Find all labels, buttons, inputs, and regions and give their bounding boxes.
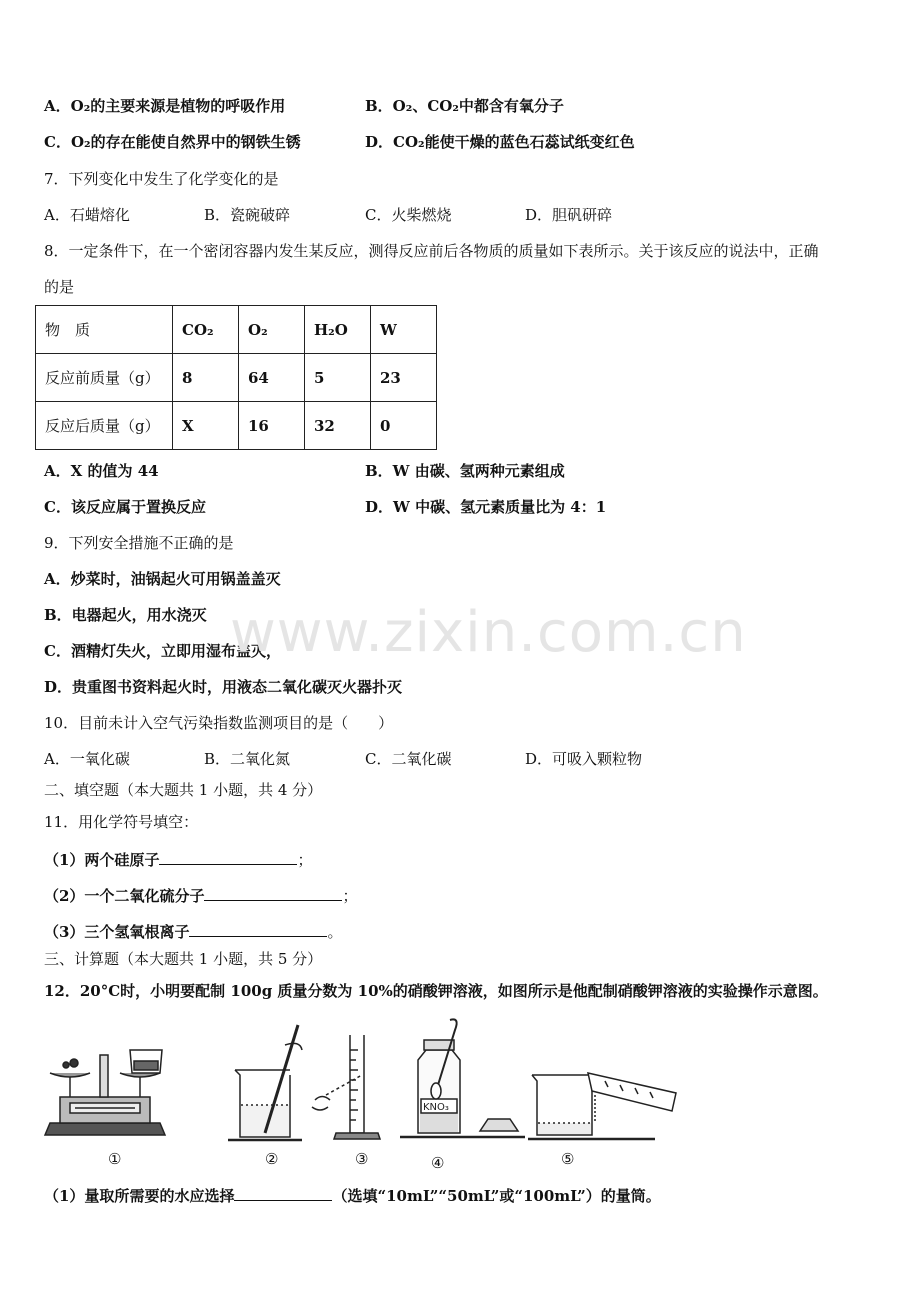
beaker-stirring-illustration bbox=[228, 1025, 330, 1140]
q9-option-a: A．炒菜时，油锅起火可用锅盖盖灭 bbox=[44, 570, 281, 588]
table-cell: 64 bbox=[239, 354, 305, 402]
table-cell: 反应前质量（g） bbox=[36, 354, 173, 402]
q8-option-d: D．W 中碳、氢元素质量比为 4：1 bbox=[365, 498, 607, 516]
table-cell: X bbox=[173, 402, 239, 450]
answer-blank[interactable] bbox=[204, 884, 342, 901]
q7-stem: 7．下列变化中发生了化学变化的是 bbox=[44, 170, 279, 188]
table-header-cell: H₂O bbox=[305, 306, 371, 354]
figure-label-4: ④ bbox=[431, 1154, 445, 1172]
q11-part-1-end: ； bbox=[297, 851, 313, 869]
table-row bbox=[36, 402, 437, 450]
table-cell: 32 bbox=[305, 402, 371, 450]
q9-option-d: D．贵重图书资料起火时，用液态二氧化碳灭火器扑灭 bbox=[44, 678, 403, 696]
experiment-illustration bbox=[40, 1015, 690, 1150]
q7-option-d: D．胆矾研碎 bbox=[525, 206, 613, 224]
mass-table bbox=[35, 305, 437, 450]
q9-option-c: C．酒精灯失火，立即用湿布盖灭， bbox=[44, 642, 281, 660]
table-cell: 0 bbox=[371, 402, 437, 450]
table-header-cell: O₂ bbox=[239, 306, 305, 354]
q11-part-2-end: ； bbox=[342, 887, 358, 905]
section-3-heading: 三、计算题（本大题共 1 小题，共 5 分） bbox=[44, 950, 323, 968]
q6-option-b: B．O₂、CO₂中都含有氧分子 bbox=[365, 97, 564, 115]
table-header-row bbox=[36, 306, 437, 354]
answer-blank[interactable] bbox=[234, 1184, 332, 1201]
pouring-illustration bbox=[528, 1073, 676, 1139]
table-cell: 23 bbox=[371, 354, 437, 402]
q10-option-a: A．一氧化碳 bbox=[44, 750, 130, 768]
q9-option-b: B．电器起火，用水浇灭 bbox=[44, 606, 207, 624]
q11-part-1: （1）两个硅原子 bbox=[44, 851, 160, 869]
q8-option-c: C．该反应属于置换反应 bbox=[44, 498, 206, 516]
q8-option-b: B．W 由碳、氢两种元素组成 bbox=[365, 462, 565, 480]
bottle-label: KNO₃ bbox=[423, 1102, 449, 1113]
section-2-heading: 二、填空题（本大题共 1 小题，共 4 分） bbox=[44, 781, 323, 799]
q11-part-3: （3）三个氢氧根离子 bbox=[44, 923, 190, 941]
q9-stem: 9．下列安全措施不正确的是 bbox=[44, 534, 234, 552]
q6-option-d: D．CO₂能使干燥的蓝色石蕊试纸变红色 bbox=[365, 133, 635, 151]
balance-illustration bbox=[45, 1050, 165, 1135]
q10-option-b: B．二氧化氮 bbox=[204, 750, 291, 768]
figure-label-1: ① bbox=[108, 1150, 122, 1168]
answer-blank[interactable] bbox=[189, 920, 327, 937]
figure-label-5: ⑤ bbox=[561, 1150, 575, 1168]
q6-option-c: C．O₂的存在能使自然界中的钢铁生锈 bbox=[44, 133, 301, 151]
q7-option-c: C．火柴燃烧 bbox=[365, 206, 452, 224]
q10-option-c: C．二氧化碳 bbox=[365, 750, 452, 768]
q12-part-1-end: （选填“10mL”“50mL”或“100mL”）的量筒。 bbox=[332, 1187, 661, 1205]
figure-label-3: ③ bbox=[355, 1150, 369, 1168]
q11-part-3-end: 。 bbox=[327, 923, 343, 941]
table-cell: 16 bbox=[239, 402, 305, 450]
table-cell: 8 bbox=[173, 354, 239, 402]
q12-part-1: （1）量取所需要的水应选择 bbox=[44, 1187, 235, 1205]
figure-label-2: ② bbox=[265, 1150, 279, 1168]
table-header-cell: CO₂ bbox=[173, 306, 239, 354]
q8-stem-line2: 的是 bbox=[44, 278, 75, 296]
q10-option-d: D．可吸入颗粒物 bbox=[525, 750, 643, 768]
q8-stem-line1: 8．一定条件下，在一个密闭容器内发生某反应，测得反应前后各物质的质量如下表所示。关于该反应的说法中，正确 bbox=[44, 242, 819, 260]
watermark: www.zixin.com.cn bbox=[230, 600, 747, 665]
q11-stem: 11．用化学符号填空： bbox=[44, 813, 199, 831]
q7-option-b: B．瓷碗破碎 bbox=[204, 206, 291, 224]
table-cell: 5 bbox=[305, 354, 371, 402]
q12-stem: 12．20°C时，小明要配制 100g 质量分数为 10%的硝酸钾溶液，如图所示是他配制硝酸钾溶液的实验操作示意图。 bbox=[44, 982, 828, 1000]
q7-option-a: A．石蜡熔化 bbox=[44, 206, 130, 224]
q6-option-a: A．O₂的主要来源是植物的呼吸作用 bbox=[44, 97, 286, 115]
q8-option-a: A．X 的值为 44 bbox=[44, 462, 159, 480]
answer-blank[interactable] bbox=[159, 848, 297, 865]
graduated-cylinder-illustration bbox=[326, 1035, 380, 1139]
q11-part-2: （2）一个二氧化硫分子 bbox=[44, 887, 205, 905]
table-header-cell: W bbox=[371, 306, 437, 354]
table-cell: 反应后质量（g） bbox=[36, 402, 173, 450]
q10-stem: 10．目前未计入空气污染指数监测项目的是（ ） bbox=[44, 714, 394, 732]
reagent-bottle-illustration bbox=[400, 1019, 525, 1137]
table-row bbox=[36, 354, 437, 402]
table-header-cell: 物 质 bbox=[36, 306, 173, 354]
